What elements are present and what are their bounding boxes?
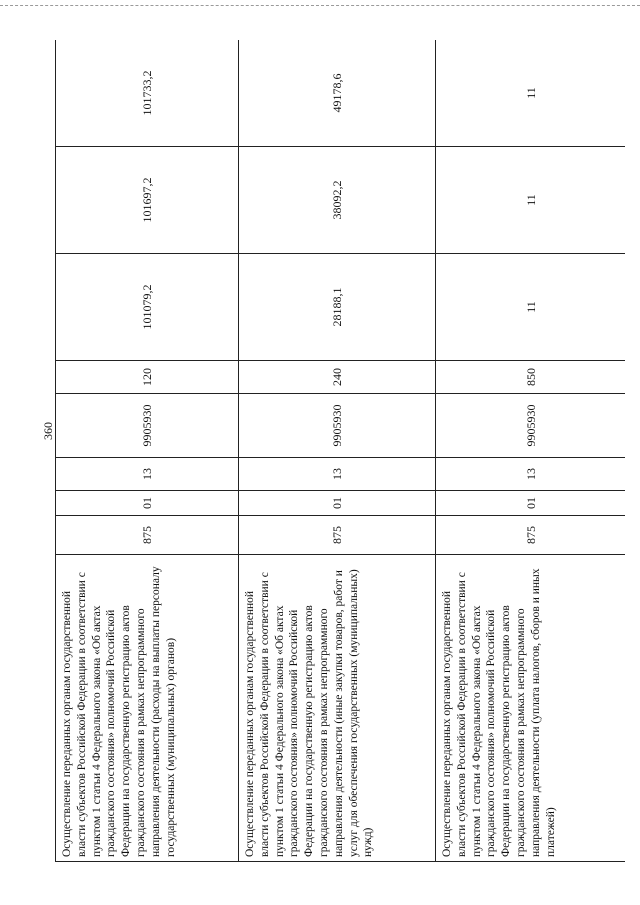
amount-year-3: 101733,2 xyxy=(56,40,239,147)
amount-year-1: 101079,2 xyxy=(56,254,239,361)
expense-description: Осуществление переданных органам государственной власти субъектов Российской Федерации в соответствии с пунктом 1 статьи 4 Федерального закона «Об актах гражданского состояния» полномочий Российской Федерации на государственную регистрацию актов гражданского состояния в рамках непрограммного направления деятельности (иные закупки товаров, работ и услуг для обеспечения государственных (муниципальных) нужд) xyxy=(239,555,436,862)
ministry-code: 875 xyxy=(436,516,626,555)
page-number: 360 xyxy=(41,422,55,440)
subsection-code: 13 xyxy=(239,458,436,491)
subsection-code: 13 xyxy=(56,458,239,491)
table-row xyxy=(56,40,239,862)
table-row xyxy=(436,40,626,862)
target-article-code: 9905930 xyxy=(239,394,436,458)
amount-year-1: 28188,1 xyxy=(239,254,436,361)
budget-table-sheet xyxy=(55,40,625,862)
amount-year-2: 101697,2 xyxy=(56,147,239,254)
target-article-code: 9905930 xyxy=(436,394,626,458)
expense-description: Осуществление переданных органам государственной власти субъектов Российской Федерации в соответствии с пунктом 1 статьи 4 Федерального закона «Об актах гражданского состояния» полномочий Российской Федерации на государственную регистрацию актов гражданского состояния в рамках непрограммного направления деятельности (уплата налогов, сборов и иных платежей) xyxy=(436,555,626,862)
ministry-code: 875 xyxy=(239,516,436,555)
budget-allocation-table xyxy=(55,40,625,862)
expense-type-code: 240 xyxy=(239,361,436,394)
rotated-landscape-page xyxy=(55,40,625,862)
expense-type-code: 120 xyxy=(56,361,239,394)
subsection-code: 13 xyxy=(436,458,626,491)
amount-year-2: 38092,2 xyxy=(239,147,436,254)
target-article-code: 9905930 xyxy=(56,394,239,458)
section-code: 01 xyxy=(436,491,626,516)
top-dashed-rule xyxy=(0,5,640,6)
amount-year-3: 11 xyxy=(436,40,626,147)
amount-year-2: 11 xyxy=(436,147,626,254)
table-row xyxy=(239,40,436,862)
amount-year-3: 49178,6 xyxy=(239,40,436,147)
section-code: 01 xyxy=(56,491,239,516)
ministry-code: 875 xyxy=(56,516,239,555)
amount-year-1: 11 xyxy=(436,254,626,361)
expense-type-code: 850 xyxy=(436,361,626,394)
section-code: 01 xyxy=(239,491,436,516)
expense-description: Осуществление переданных органам государственной власти субъектов Российской Федерации в соответствии с пунктом 1 статьи 4 Федерального закона «Об актах гражданского состояния» полномочий Российской Федерации на государственную регистрацию актов гражданского состояния в рамках непрограммного направления деятельности (расходы на выплаты персоналу государственных (муниципальных) органов) xyxy=(56,555,239,862)
